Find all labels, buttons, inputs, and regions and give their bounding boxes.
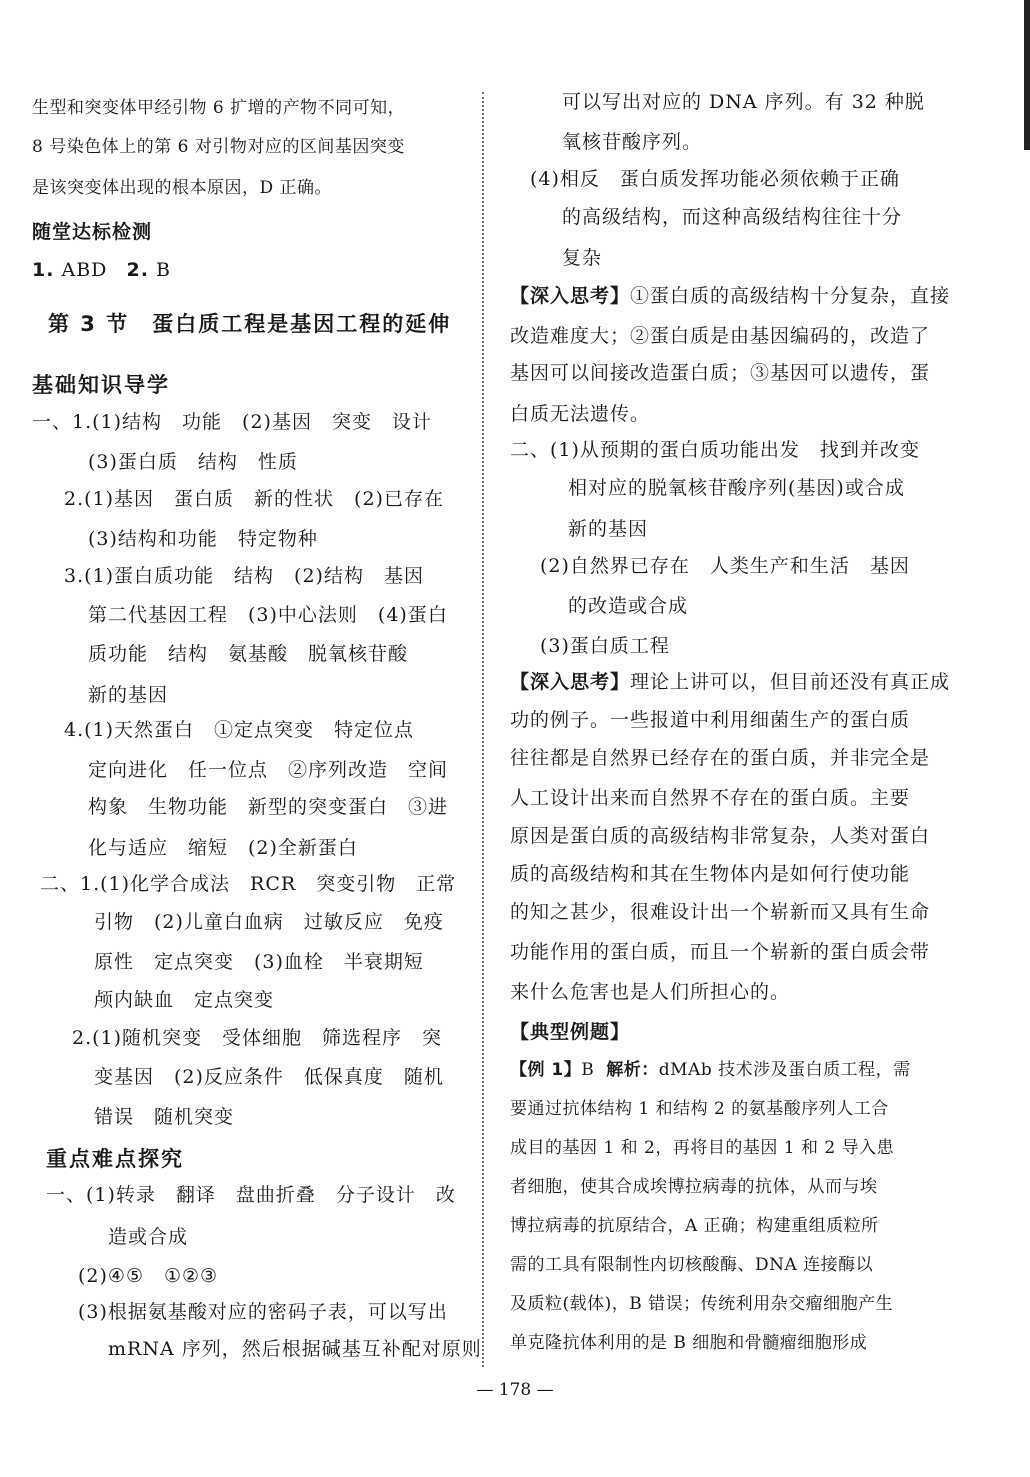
- text-line: 4.(1)天然蛋白 ①定点突变 特定位点: [64, 719, 415, 741]
- text-line: 的改造或合成: [568, 595, 689, 617]
- typical-heading: 【典型例题】: [510, 1021, 631, 1043]
- answer-value: ABD: [61, 259, 108, 281]
- text-line: 质功能 结构 氨基酸 脱氧核苷酸: [88, 643, 409, 665]
- example-text: dMAb 技术涉及蛋白质工程，需: [658, 1060, 911, 1080]
- text-line: 第二代基因工程 (3)中心法则 (4)蛋白: [88, 604, 448, 626]
- text-line: [510, 670, 950, 694]
- answer-value: B: [155, 259, 171, 281]
- example-answer: B: [581, 1060, 595, 1080]
- text-line: 8 号染色体上的第 6 对引物对应的区间基因突变: [32, 137, 405, 157]
- text-line: 改造难度大；②蛋白质是由基因编码的，改造了: [510, 325, 931, 347]
- text-line: 氧核苷酸序列。: [562, 131, 703, 153]
- text-line: 功的例子。一些报道中利用细菌生产的蛋白质: [510, 709, 911, 731]
- text-line: 的知之甚少，很难设计出一个崭新而又具有生命: [510, 901, 931, 923]
- text-line: (3)根据氨基酸对应的密码子表，可以写出: [78, 1301, 448, 1323]
- text-line: 错误 随机突变: [94, 1106, 235, 1128]
- text-line: 定向进化 任一位点 ②序列改造 空间: [88, 759, 449, 781]
- text-line: [510, 284, 950, 308]
- text-line: 功能作用的蛋白质，而且一个崭新的蛋白质会带: [510, 941, 931, 963]
- text-line: (3)蛋白质工程: [540, 635, 670, 657]
- text-line: 需的工具有限制性内切核酸酶、DNA 连接酶以: [510, 1255, 874, 1275]
- text-line: 往往都是自然界已经存在的蛋白质，并非完全是: [510, 747, 931, 769]
- text-line: 化与适应 缩短 (2)全新蛋白: [88, 837, 358, 859]
- text-line: mRNA 序列，然后根据碱基互补配对原则: [108, 1338, 482, 1360]
- page-number: — 178 —: [476, 1380, 554, 1400]
- text-line: 博拉病毒的抗原结合，A 正确；构建重组质粒所: [510, 1216, 879, 1236]
- column-divider: [482, 92, 484, 1367]
- text-line: 白质无法遗传。: [510, 403, 651, 425]
- check-answers: [32, 258, 171, 282]
- text-line: 一、(1)转录 翻译 盘曲折叠 分子设计 改: [46, 1184, 456, 1206]
- text-line: 单克隆抗体利用的是 B 细胞和骨髓瘤细胞形成: [510, 1333, 868, 1353]
- text-line: 成目的基因 1 和 2，再将目的基因 1 和 2 导入患: [510, 1138, 895, 1158]
- text-line: 的高级结构，而这种高级结构往往十分: [562, 206, 903, 228]
- text-line: 者细胞，使其合成埃博拉病毒的抗体，从而与埃: [510, 1177, 878, 1197]
- text-line: 基因可以间接改造蛋白质；③基因可以遗传，蛋: [510, 362, 931, 384]
- text-line: (3)结构和功能 特定物种: [88, 528, 318, 550]
- section-title: 第 3 节 蛋白质工程是基因工程的延伸: [48, 312, 452, 336]
- text-line: 质的高级结构和其在生物体内是如何行使功能: [510, 863, 911, 885]
- text-line: 相对应的脱氧核苷酸序列(基因)或合成: [568, 477, 905, 499]
- text-line: 来什么危害也是人们所担心的。: [510, 981, 791, 1003]
- text-line: 造或合成: [108, 1226, 189, 1248]
- text-line: 原性 定点突变 (3)血栓 半衰期短: [94, 951, 424, 973]
- text-line: 要通过抗体结构 1 和结构 2 的氨基酸序列人工合: [510, 1099, 889, 1119]
- text-line: 构象 生物功能 新型的突变蛋白 ③进: [88, 796, 449, 818]
- text-line: 颅内缺血 定点突变: [94, 989, 275, 1011]
- text-line: 引物 (2)儿童白血病 过敏反应 免疫: [94, 911, 444, 933]
- analysis-label: 解析：: [606, 1060, 659, 1080]
- answer-number: 1.: [32, 259, 55, 281]
- text-line: 生型和突变体甲经引物 6 扩增的产物不同可知，: [32, 98, 406, 118]
- text-line: 新的基因: [568, 518, 649, 540]
- think-label: 【深入思考】: [510, 671, 631, 693]
- text-line: (2)自然界已存在 人类生产和生活 基因: [540, 555, 910, 577]
- check-heading: 随堂达标检测: [32, 221, 153, 243]
- think-label: 【深入思考】: [510, 285, 631, 307]
- text-line: 一、1.(1)结构 功能 (2)基因 突变 设计: [32, 411, 432, 433]
- text-line: 是该突变体出现的根本原因，D 正确。: [32, 178, 333, 198]
- text-line: [510, 1058, 911, 1082]
- think-text: ①蛋白质的高级结构十分复杂，直接: [630, 285, 951, 307]
- text-line: 复杂: [562, 247, 603, 269]
- text-line: 3.(1)蛋白质功能 结构 (2)结构 基因: [64, 565, 424, 587]
- answer-number: 2.: [126, 259, 149, 281]
- text-line: (4)相反 蛋白质发挥功能必须依赖于正确: [530, 168, 900, 190]
- text-line: (2)④⑤ ①②③: [78, 1265, 219, 1287]
- basics-heading: 基础知识导学: [32, 373, 170, 397]
- text-line: (3)蛋白质 结构 性质: [88, 451, 298, 473]
- text-line: 新的基因: [88, 684, 169, 706]
- key-heading: 重点难点探究: [46, 1147, 184, 1171]
- text-line: 原因是蛋白质的高级结构非常复杂，人类对蛋白: [510, 825, 931, 847]
- text-line: 及质粒(载体)，B 错误；传统利用杂交瘤细胞产生: [510, 1294, 894, 1314]
- example-label: 【例 1】: [510, 1060, 582, 1080]
- text-line: 2.(1)随机突变 受体细胞 筛选程序 突: [72, 1027, 443, 1049]
- text-line: 二、1.(1)化学合成法 RCR 突变引物 正常: [40, 873, 457, 895]
- text-line: 变基因 (2)反应条件 低保真度 随机: [94, 1066, 444, 1088]
- text-line: 人工设计出来而自然界不存在的蛋白质。主要: [510, 787, 911, 809]
- think-text: 理论上讲可以，但目前还没有真正成: [630, 671, 951, 693]
- text-line: 二、(1)从预期的蛋白质功能出发 找到并改变: [510, 439, 920, 461]
- text-line: 2.(1)基因 蛋白质 新的性状 (2)已存在: [64, 488, 444, 510]
- page-edge-mark: [1024, 0, 1030, 150]
- text-line: 可以写出对应的 DNA 序列。有 32 种脱: [562, 91, 925, 113]
